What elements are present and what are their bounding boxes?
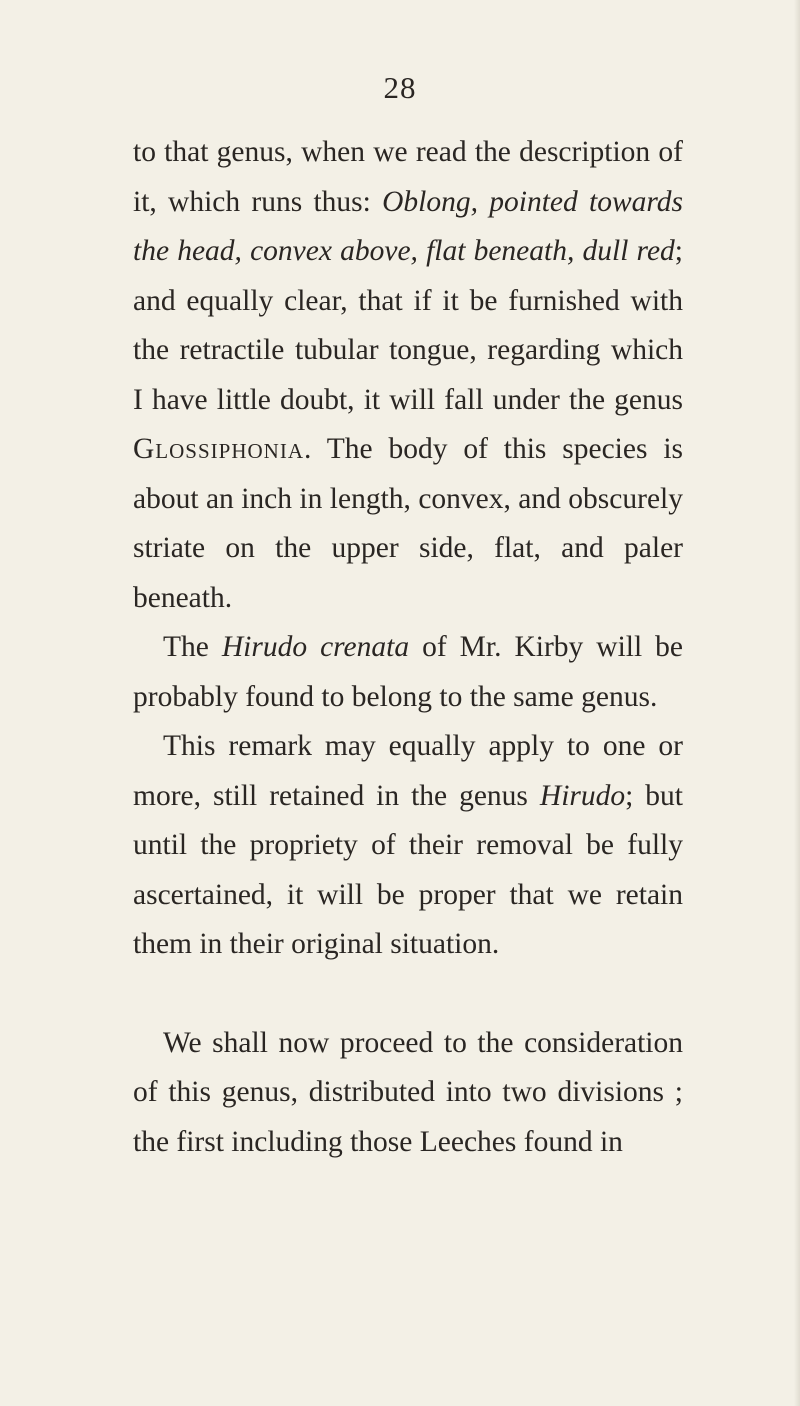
species-name: Hirudo crenata	[221, 631, 410, 663]
genus-name: Glossiphonia	[133, 433, 304, 465]
paragraph-3	[133, 722, 683, 970]
italic-description: Oblong, pointed towards the head, convex above, flat beneath, dull red	[133, 185, 683, 267]
text-run: . The body of this species is about an inch in length, convex, and obscurely striate on the upper side, flat, and paler beneath.	[133, 433, 683, 614]
text-run: We shall now proceed to the consideration of this genus, distributed into two divisions ; the first including those Leeches found in	[133, 1026, 683, 1158]
page-number: 28	[383, 70, 417, 105]
text-run: ; and equally clear, that if it be furnished with the retractile tubular tongue, regarding which I have little doubt, it will fall under the genus	[133, 235, 683, 416]
body-text	[133, 128, 683, 1167]
text-run: This remark may equally apply to one or more, still retained in the genus	[133, 730, 683, 812]
text-run: The	[163, 631, 222, 663]
paragraph-1	[133, 128, 683, 623]
paragraph-4	[133, 1019, 683, 1168]
text-run: of Mr. Kirby will be probably found to belong to the same genus.	[133, 631, 683, 713]
text-run: to that genus, when we read the description of it, which runs thus:	[133, 136, 683, 218]
genus-name-italic: Hirudo	[539, 779, 626, 812]
text-run: ; but until the propriety of their removal be fully ascertained, it will be proper that we retain them in their original situation.	[133, 779, 683, 960]
paragraph-2	[133, 623, 683, 722]
page-edge-shadow	[794, 0, 800, 1406]
